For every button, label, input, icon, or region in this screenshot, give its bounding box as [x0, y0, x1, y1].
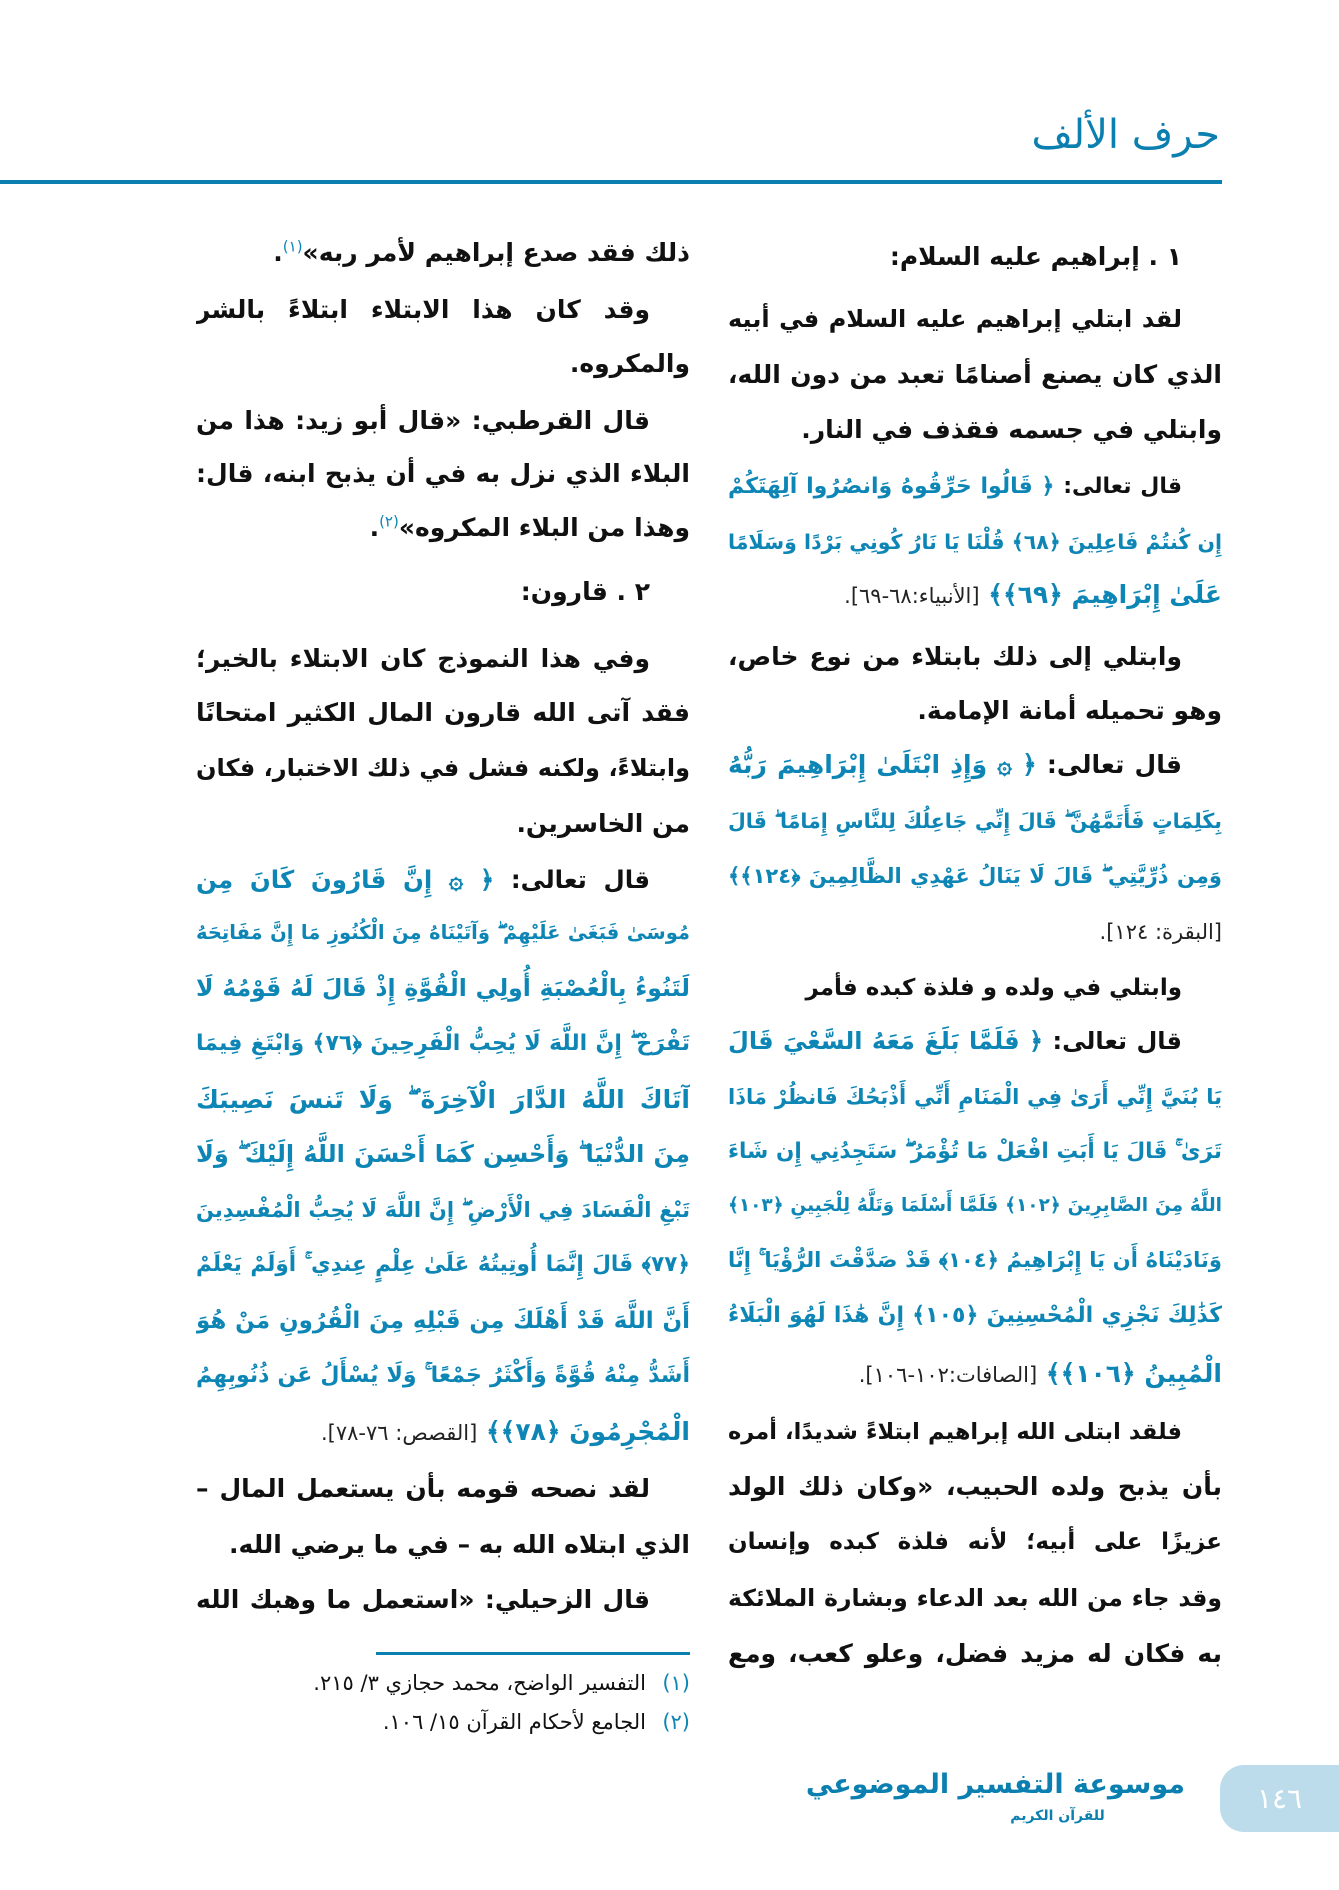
- body-text: عزيزًا على أبيه؛ لأنه فلذة كبده وإنسان: [728, 1529, 1222, 1555]
- text-line: [196, 1517, 690, 1573]
- text-line: [196, 446, 690, 502]
- verse-reference: [الصافات:١٠٢-١٠٦].: [858, 1363, 1038, 1387]
- footnote-marker[interactable]: (١): [282, 237, 303, 256]
- text-line: [196, 960, 690, 1016]
- text-line: [728, 1288, 1222, 1344]
- body-text: الذي ابتلاه الله به – في ما يرضي الله.: [229, 1530, 690, 1559]
- footnote-2: [196, 1704, 690, 1740]
- footnote-1: [196, 1665, 690, 1701]
- text-line: [728, 1069, 1222, 1125]
- body-text: وقد كان هذا الابتلاء ابتلاءً بالشر: [196, 295, 650, 324]
- text-line: [196, 1072, 690, 1128]
- logo-title: موسوعة التفسير الموضوعي: [805, 1769, 1185, 1800]
- text-line: [196, 1572, 650, 1628]
- quran-verse: كَذَٰلِكَ نَجْزِي الْمُحْسِنِينَ ﴿١٠٥﴾ إِنَّ هَٰذَا لَهُوَ الْبَلَاءُ: [728, 1303, 1222, 1328]
- body-text: قال القرطبي: «قال أبو زيد: هذا من: [196, 406, 650, 435]
- text-line: [728, 903, 1222, 959]
- text-line: [196, 282, 650, 338]
- quran-verse: مُوسَىٰ فَبَغَىٰ عَلَيْهِمْ ۖ وَآتَيْنَاهُ مِنَ الْكُنُوزِ مَا إِنَّ مَفَاتِحَهُ: [196, 921, 690, 944]
- body-text: وهو تحميله أمانة الإمامة.: [917, 696, 1222, 725]
- quran-verse: تَبْغِ الْفَسَادَ فِي الْأَرْضِ ۖ إِنَّ اللَّهَ لَا يُحِبُّ الْمُفْسِدِينَ: [196, 1198, 690, 1222]
- page-number-tab: [1220, 1765, 1339, 1832]
- text-line: [196, 905, 690, 961]
- body-text: فقد آتى الله قارون المال الكثير امتحانًا: [196, 698, 690, 727]
- footnote-marker[interactable]: (٢): [379, 512, 399, 531]
- text-line: [728, 229, 1182, 285]
- text-line: [196, 1404, 690, 1460]
- text-line: [728, 1346, 1222, 1402]
- body-text: ذلك فقد صدع إبراهيم لأمر ربه»: [302, 238, 690, 267]
- quran-verse: ﴿ ۞ إِنَّ قَارُونَ كَانَ مِن: [196, 865, 495, 894]
- quran-verse: أَشَدُّ مِنْهُ قُوَّةً وَأَكْثَرُ جَمْعًا ۚ وَلَا يُسْأَلُ عَن ذُنُوبِهِمُ: [196, 1363, 690, 1388]
- body-text: قال تعالى:: [1036, 750, 1182, 779]
- text-line: [196, 1016, 690, 1072]
- quran-verse: ﴿ ۞ وَإِذِ ابْتَلَىٰ إِبْرَاهِيمَ رَبُّهُ: [728, 750, 1037, 779]
- quran-verse: أَنَّ اللَّهَ قَدْ أَهْلَكَ مِن قَبْلِهِ مِنَ الْقُرُونِ مَنْ هُوَ: [196, 1308, 690, 1334]
- body-text: قال تعالى:: [494, 865, 650, 894]
- body-text: وابتلي إلى ذلك بابتلاء من نوع خاص،: [728, 642, 1182, 671]
- body-text: قال تعالى:: [1054, 474, 1182, 499]
- section-heading: ٢ . قارون:: [520, 577, 650, 606]
- quran-verse: يَا بُنَيَّ إِنِّي أَرَىٰ فِي الْمَنَامِ أَنِّي أَذْبَحُكَ فَانظُرْ مَاذَا: [728, 1085, 1222, 1109]
- text-line: [196, 1126, 690, 1182]
- quran-verse: لَتَنُوءُ بِالْعُصْبَةِ أُولِي الْقُوَّةِ إِذْ قَالَ لَهُ قَوْمُهُ لَا: [196, 974, 690, 1002]
- text-line: [728, 1626, 1222, 1682]
- chapter-title: حرف الألف: [1031, 112, 1220, 158]
- text-line: [728, 1124, 1222, 1180]
- footnote-text: الجامع لأحكام القرآن ١٥/ ١٠٦.: [382, 1710, 646, 1734]
- text-line: [728, 567, 1222, 623]
- section-heading: ١ . إبراهيم عليه السلام:: [889, 242, 1182, 271]
- body-text: قال تعالى:: [1043, 1027, 1182, 1055]
- body-text: من الخاسرين.: [516, 809, 690, 838]
- quran-verse: وَنَادَيْنَاهُ أَن يَا إِبْرَاهِيمُ ﴿١٠٤﴾ قَدْ صَدَّقْتَ الرُّؤْيَا ۚ إِنَّا: [728, 1248, 1222, 1272]
- body-text: به فكان له مزيد فضل، وعلو كعب، ومع: [728, 1639, 1222, 1668]
- body-text: وابتلاءً، ولكنه فشل في ذلك الاختبار، فكان: [196, 754, 690, 782]
- quran-verse: وَمِن ذُرِّيَّتِي ۖ قَالَ لَا يَنَالُ عَهْدِي الظَّالِمِينَ ﴿١٢٤﴾﴾: [728, 864, 1222, 888]
- text-line: [196, 1182, 690, 1238]
- body-text: البلاء الذي نزل به في أن يذبح ابنه، قال:: [196, 459, 690, 488]
- quran-verse: الْمُجْرِمُونَ ﴿٧٨﴾﴾: [477, 1417, 690, 1446]
- body-text: لقد نصحه قومه بأن يستعمل المال –: [196, 1474, 650, 1503]
- text-line: [196, 1293, 690, 1349]
- text-line: [728, 793, 1222, 849]
- body-text: وفي هذا النموذج كان الابتلاء بالخير؛: [196, 644, 650, 673]
- text-line: [196, 336, 690, 392]
- footnote-text: التفسير الواضح، محمد حجازي ٣/ ٢١٥.: [313, 1671, 646, 1695]
- quran-verse: ﴿ قَالُوا حَرِّقُوهُ وَانصُرُوا آلِهَتَكُمْ: [728, 474, 1055, 499]
- body-text: الذي كان يصنع أصنامًا تعبد من دون الله،: [728, 360, 1222, 389]
- body-text: وهذا من البلاء المكروه»: [398, 513, 690, 542]
- text-line: [728, 347, 1222, 403]
- quran-verse: ﴿ فَلَمَّا بَلَغَ مَعَهُ السَّعْيَ قَالَ: [728, 1027, 1044, 1055]
- body-text: وابتلي في جسمه فقذف في النار.: [801, 415, 1222, 444]
- text-line: [728, 1232, 1222, 1288]
- text-line: [196, 740, 690, 796]
- text-line: [728, 848, 1222, 904]
- text-line: [196, 1237, 690, 1293]
- quran-verse: الْمُبِينُ ﴿١٠٦﴾﴾: [1037, 1359, 1222, 1388]
- text-line: [728, 683, 1222, 739]
- footnote-number: (٢): [662, 1710, 690, 1734]
- text-line: [196, 564, 650, 620]
- text-line: [728, 1178, 1222, 1234]
- text-line: [196, 631, 650, 687]
- quran-verse: بِكَلِمَاتٍ فَأَتَمَّهُنَّ ۖ قَالَ إِنِّي جَاعِلُكَ لِلنَّاسِ إِمَامًا ۖ قَالَ: [728, 809, 1222, 833]
- text-line: [728, 960, 1182, 1016]
- body-text: .: [273, 238, 283, 267]
- text-line: [728, 291, 1182, 347]
- quran-verse: عَلَىٰ إِبْرَاهِيمَ ﴿٦٩﴾﴾: [979, 580, 1222, 609]
- footnote-separator: [376, 1652, 690, 1655]
- page-number: ١٤٦: [1256, 1782, 1303, 1815]
- verse-reference: [البقرة: ١٢٤].: [1099, 920, 1222, 944]
- text-line: [728, 629, 1182, 685]
- quran-verse: مِنَ الدُّنْيَا ۖ وَأَحْسِن كَمَا أَحْسَنَ اللَّهُ إِلَيْكَ ۖ وَلَا: [196, 1140, 690, 1168]
- body-text: وقد جاء من الله بعد الدعاء وبشارة الملائكة: [728, 1584, 1222, 1612]
- body-text: .: [369, 513, 380, 542]
- text-line: [728, 1570, 1222, 1626]
- quran-verse: تَرَىٰ ۚ قَالَ يَا أَبَتِ افْعَلْ مَا تُؤْمَرُ ۖ سَتَجِدُنِي إِن شَاءَ: [728, 1139, 1222, 1164]
- quran-verse: تَفْرَحْ ۖ إِنَّ اللَّهَ لَا يُحِبُّ الْفَرِحِينَ ﴿٧٦﴾ وَابْتَغِ فِيمَا: [196, 1031, 690, 1056]
- body-text: قال الزحيلي: «استعمل ما وهبك الله: [196, 1585, 650, 1614]
- text-line: [728, 1459, 1222, 1515]
- text-line: [728, 459, 1182, 515]
- text-line: [728, 1514, 1222, 1570]
- quran-verse: اللَّهُ مِنَ الصَّابِرِينَ ﴿١٠٢﴾ فَلَمَّا أَسْلَمَا وَتَلَّهُ لِلْجَبِينِ ﴿١٠٣﴾: [728, 1195, 1222, 1216]
- header-rule: [0, 180, 1222, 184]
- text-line: [196, 796, 690, 852]
- body-text: لقد ابتلي إبراهيم عليه السلام في أبيه: [728, 305, 1182, 333]
- encyclopedia-logo: [805, 1764, 1185, 1844]
- text-line: [728, 402, 1222, 458]
- text-line: [728, 737, 1182, 793]
- text-line: [196, 225, 690, 281]
- quran-verse: آتَاكَ اللَّهُ الدَّارَ الْآخِرَةَ ۖ وَلَا تَنسَ نَصِيبَكَ: [196, 1085, 690, 1114]
- text-line: [728, 514, 1222, 570]
- quran-verse: إِن كُنتُمْ فَاعِلِينَ ﴿٦٨﴾ قُلْنَا يَا نَارُ كُونِي بَرْدًا وَسَلَامًا: [728, 530, 1222, 554]
- text-line: [196, 685, 690, 741]
- body-text: فلقد ابتلى الله إبراهيم ابتلاءً شديدًا، أمره: [728, 1419, 1182, 1445]
- logo-subtitle: للقرآن الكريم: [1010, 1808, 1105, 1824]
- verse-reference: [القصص: ٧٦-٧٨].: [320, 1421, 478, 1445]
- text-line: [728, 1404, 1182, 1460]
- quran-verse: ﴿٧٧﴾ قَالَ إِنَّمَا أُوتِيتُهُ عَلَىٰ عِلْمٍ عِندِي ۚ أَوَلَمْ يَعْلَمْ: [196, 1252, 690, 1277]
- body-text: وابتلي في ولده و فلذة كبده فأمر: [805, 975, 1182, 1001]
- text-line: [728, 1013, 1182, 1069]
- body-text: بأن يذبح ولده الحبيب، «وكان ذلك الولد: [728, 1472, 1222, 1501]
- text-line: [196, 393, 650, 449]
- verse-reference: [الأنبياء:٦٨-٦٩].: [844, 584, 980, 608]
- text-line: [196, 500, 690, 556]
- body-text: والمكروه.: [569, 349, 690, 378]
- footnote-number: (١): [662, 1671, 690, 1695]
- text-line: [196, 852, 650, 908]
- text-line: [196, 1348, 690, 1404]
- text-line: [196, 1461, 650, 1517]
